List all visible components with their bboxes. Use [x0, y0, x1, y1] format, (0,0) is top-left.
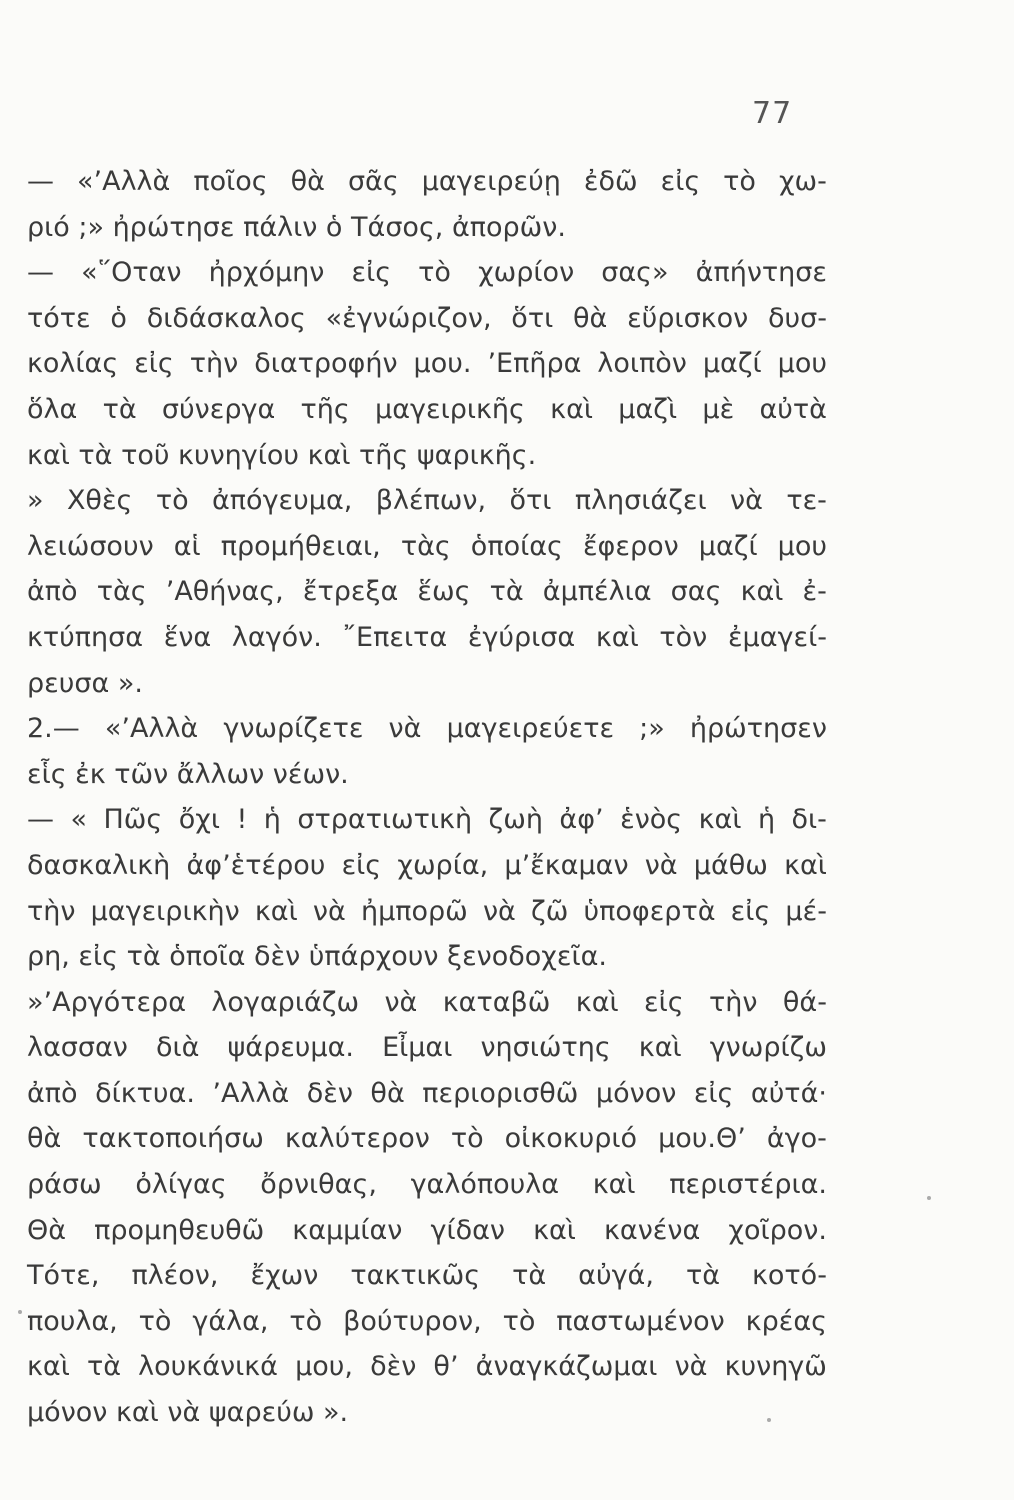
word: προμηθευθῶ: [94, 1214, 265, 1246]
word: δασκαλικὴ: [27, 849, 171, 881]
word: θὰ: [370, 1077, 405, 1109]
text-line: [27, 478, 827, 524]
word: ἀναγκάζωμαι: [475, 1351, 658, 1383]
word: νὰ: [674, 1351, 708, 1383]
word: γίδαν: [430, 1214, 505, 1246]
word: ποῖος: [193, 166, 268, 197]
word: αὐτά·: [750, 1077, 827, 1109]
word: ἠρχόμην: [208, 257, 325, 289]
word: ὄχι: [178, 804, 220, 836]
word: τὸ: [289, 1305, 323, 1337]
word: μέ-: [785, 895, 827, 927]
word: τακτικῶς: [350, 1260, 481, 1292]
word: μ’ἔκαμαν: [504, 849, 629, 881]
text-line: [27, 1025, 827, 1071]
text-line: [27, 387, 827, 433]
word: χω-: [778, 166, 827, 197]
word: κρέας: [745, 1305, 827, 1337]
word: λειώσουν: [27, 530, 154, 562]
word: αὐτὰ: [759, 393, 827, 425]
word: «ἐγνώριζον,: [325, 302, 492, 334]
word: μου: [777, 530, 827, 562]
word: ἀπὸ: [27, 576, 78, 608]
word: εἰς: [351, 257, 392, 289]
word: ’Αθήνας,: [165, 576, 284, 608]
word: σας»: [601, 257, 669, 289]
word: ἀπόγευμα,: [212, 485, 353, 517]
word: δι-: [791, 804, 827, 836]
word: ψάρευμα.: [227, 1032, 354, 1064]
word: —: [27, 257, 54, 289]
text-line: [27, 569, 827, 615]
word: καὶ: [533, 1214, 576, 1246]
word: ὅλα: [27, 393, 78, 425]
paper-speck: [18, 1310, 22, 1314]
word: «’Αλλὰ: [104, 713, 199, 745]
word: ζωὴ: [488, 804, 543, 836]
word: εἰς: [341, 849, 382, 881]
word: βούτυρον,: [343, 1305, 482, 1337]
word: ῎Επειτα: [342, 621, 448, 653]
word: κοτό-: [752, 1260, 827, 1292]
text-line: [27, 752, 827, 798]
word: Θὰ: [27, 1214, 67, 1246]
word: χωρίον: [478, 257, 575, 289]
word: εἰς: [134, 348, 174, 380]
text-line: [27, 1208, 827, 1254]
word: ἡ: [757, 804, 776, 836]
word: μου.Θ’: [658, 1123, 746, 1155]
word: καὶ: [740, 576, 784, 608]
word: γαλόπουλα: [410, 1169, 560, 1201]
word: ἠρώτησεν: [689, 713, 827, 745]
text-line: [27, 159, 827, 205]
word: τε-: [786, 485, 827, 517]
word: αὐγά,: [578, 1260, 654, 1292]
word: τὴν: [27, 895, 76, 927]
text-line-content: εἷς ἐκ τῶν ἄλλων νέων.: [27, 758, 349, 790]
word: ἕνα: [163, 621, 212, 653]
word: ἐγύρισα: [467, 621, 576, 653]
word: νὰ: [482, 895, 516, 927]
word: ἑνὸς: [620, 804, 683, 836]
word: μαγειρεύετε: [446, 713, 615, 745]
text-line-content: καὶ τὰ τοῦ κυνηγίου καὶ τῆς ψαρικῆς.: [27, 439, 537, 471]
word: τὴν: [189, 348, 239, 380]
word: σας: [670, 576, 722, 608]
word: τὰ: [86, 1351, 122, 1383]
word: τὸ: [450, 1123, 484, 1155]
word: πλέον,: [131, 1260, 219, 1292]
word: χωρία,: [397, 849, 489, 881]
paper-speck: [767, 1418, 771, 1422]
text-line: [27, 843, 827, 889]
word: τὸ: [155, 485, 189, 517]
word: νὰ: [730, 485, 763, 517]
word: τότε: [27, 302, 91, 334]
word: Χθὲς: [66, 485, 133, 517]
word: —: [27, 804, 54, 836]
word: λουκάνικά: [138, 1351, 278, 1383]
text-line: [27, 889, 827, 935]
word: μου: [777, 348, 827, 380]
text-line: [27, 341, 827, 387]
word: τὴν: [709, 986, 758, 1018]
word: καὶ: [638, 1032, 682, 1064]
word: μαγειρεύῃ: [421, 166, 561, 197]
word: ζῶ: [531, 895, 569, 927]
word: καὶ: [575, 986, 619, 1018]
word: καλύτερον: [284, 1123, 430, 1155]
word: ὅτι: [511, 302, 554, 334]
word: γνωρίζετε: [223, 713, 364, 745]
text-line: [27, 934, 827, 980]
word: ἠμπορῶ: [360, 895, 468, 927]
word: Εἶμαι: [382, 1032, 453, 1064]
text-line: [27, 661, 827, 707]
text-line-content: ριό ;» ἠρώτησε πάλιν ὁ Τάσος, ἀπορῶν.: [27, 211, 566, 243]
text-line-content: ρη, εἰς τὰ ὁποῖα δὲν ὑπάρχουν ξενοδοχεῖα.: [27, 941, 608, 973]
word: «῞Οταν: [81, 257, 182, 289]
text-line: [27, 524, 827, 570]
text-line-content: μόνον καὶ νὰ ψαρεύω ».: [27, 1397, 349, 1429]
word: μου.: [413, 348, 472, 380]
word: δὲν: [370, 1351, 417, 1383]
word: τὰ: [489, 576, 524, 608]
text-line-content: ρευσα ».: [27, 667, 143, 699]
word: ἡ: [263, 804, 281, 836]
word: μαγειρικῆς: [375, 393, 525, 425]
text-line: [27, 1299, 827, 1345]
word: διὰ: [155, 1032, 200, 1064]
word: θά-: [782, 986, 827, 1018]
word: Πῶς: [103, 804, 163, 836]
word: γνωρίζω: [709, 1032, 827, 1064]
word: εἰς: [660, 166, 701, 197]
word: νὰ: [644, 849, 678, 881]
text-line: [27, 1253, 827, 1299]
word: καταβῶ: [442, 986, 551, 1018]
word: μαζί: [702, 348, 762, 380]
word: ἔτρεξα: [302, 576, 399, 608]
word: μαζὶ: [618, 393, 678, 425]
word: θὰ: [572, 302, 608, 334]
word: λοιπὸν: [597, 348, 687, 380]
word: καὶ: [254, 895, 298, 927]
word: !: [236, 804, 248, 836]
word: ἀφ’: [559, 804, 604, 836]
word: εἰς: [693, 1077, 734, 1109]
word: οἰκοκυριό: [504, 1123, 638, 1155]
word: σύνεργα: [161, 393, 276, 425]
word: θὰ: [290, 166, 325, 197]
word: καὶ: [27, 1351, 70, 1383]
page-number: 77: [752, 96, 793, 131]
word: θὰ: [27, 1123, 62, 1155]
word: περιορισθῶ: [422, 1077, 579, 1109]
text-line: [27, 797, 827, 843]
text-line: [27, 433, 827, 479]
word: θ’: [433, 1351, 459, 1383]
word: ἐ-: [802, 576, 827, 608]
word: κυνηγῶ: [724, 1351, 827, 1383]
word: ὁποίας: [470, 530, 563, 562]
word: τὰς: [96, 576, 147, 608]
word: περιστέρια.: [669, 1169, 827, 1201]
word: μαζί: [698, 530, 758, 562]
word: κτύπησα: [27, 621, 144, 653]
word: καμμίαν: [292, 1214, 403, 1246]
word: ἐμαγεί-: [727, 621, 827, 653]
word: ἕως: [417, 576, 471, 608]
word: ἔχων: [250, 1260, 319, 1292]
text-line: [27, 1344, 827, 1390]
word: παστωμένον: [556, 1305, 725, 1337]
word: ἀφ’ἑτέρου: [186, 849, 326, 881]
word: Τότε,: [27, 1260, 100, 1292]
word: ;»: [639, 713, 665, 745]
word: εἰς: [730, 895, 771, 927]
text-line: [27, 706, 827, 752]
word: τὸν: [659, 621, 708, 653]
word: πουλα,: [27, 1305, 118, 1337]
word: νησιώτης: [480, 1032, 611, 1064]
word: ἀμπέλια: [542, 576, 652, 608]
word: τὰ: [102, 393, 137, 425]
text-line: [27, 296, 827, 342]
word: μου,: [295, 1351, 353, 1383]
word: μὲ: [702, 393, 735, 425]
word: ράσω: [27, 1169, 102, 1201]
word: τὰ: [512, 1260, 547, 1292]
word: μόνον: [595, 1077, 677, 1109]
word: προμήθειαι,: [220, 530, 381, 562]
word: σᾶς: [347, 166, 399, 197]
word: δυσ-: [767, 302, 827, 334]
word: τῆς: [300, 393, 350, 425]
word: ἐδῶ: [583, 166, 638, 197]
word: νὰ: [384, 986, 418, 1018]
word: ἀπήντησε: [695, 257, 827, 289]
paper-speck: [927, 1196, 931, 1200]
word: καὶ: [550, 393, 594, 425]
word: κανένα: [604, 1214, 701, 1246]
word: βλέπων,: [375, 485, 487, 517]
word: μάθω: [693, 849, 768, 881]
word: δίκτυα.: [95, 1077, 195, 1109]
word: στρατιωτικὴ: [297, 804, 473, 836]
word: ἀπὸ: [27, 1077, 78, 1109]
word: γάλα,: [192, 1305, 269, 1337]
word: »: [27, 485, 44, 517]
text-line: [27, 1071, 827, 1117]
word: καὶ: [595, 621, 639, 653]
word: νὰ: [388, 713, 422, 745]
word: ἔφερον: [582, 530, 679, 562]
text-line: [27, 1162, 827, 1208]
word: εἰς: [644, 986, 684, 1018]
text-line: [27, 205, 827, 251]
word: τὸ: [502, 1305, 536, 1337]
word: νὰ: [312, 895, 346, 927]
word: ὄρνιθας,: [260, 1169, 377, 1201]
text-line: [27, 980, 827, 1026]
word: λογαριάζω: [211, 986, 360, 1018]
word: λαγόν.: [231, 621, 322, 653]
word: καὶ: [784, 849, 827, 881]
word: τὸ: [138, 1305, 172, 1337]
word: 2.—: [27, 713, 80, 745]
word: τὰ: [685, 1260, 720, 1292]
word: «’Αλλὰ: [77, 166, 171, 197]
word: »’Αργότερα: [27, 986, 186, 1018]
text-line: [27, 615, 827, 661]
word: τὰς: [400, 530, 451, 562]
word: τακτοποιήσω: [82, 1123, 264, 1155]
word: ὁ: [110, 302, 127, 334]
word: «: [70, 804, 87, 836]
word: τὸ: [418, 257, 451, 289]
text-line: [27, 1390, 827, 1436]
word: διδάσκαλος: [146, 302, 306, 334]
word: διατροφήν: [254, 348, 398, 380]
word: καὶ: [698, 804, 742, 836]
word: κολίας: [27, 348, 119, 380]
word: μαγειρικὴν: [90, 895, 240, 927]
word: ’Αλλὰ: [212, 1077, 290, 1109]
word: λασσαν: [27, 1032, 128, 1064]
word: εὕρισκον: [627, 302, 749, 334]
body-text: [27, 159, 827, 1436]
word: τὸ: [723, 166, 756, 197]
word: χοῖρον.: [728, 1214, 827, 1246]
text-line: [27, 250, 827, 296]
word: ὀλίγας: [135, 1169, 227, 1201]
word: αἱ: [173, 530, 201, 562]
word: ’Επῆρα: [487, 348, 582, 380]
word: ἀγο-: [766, 1123, 827, 1155]
word: ὅτι: [509, 485, 552, 517]
word: πλησιάζει: [574, 485, 707, 517]
word: —: [27, 166, 54, 197]
word: καὶ: [592, 1169, 636, 1201]
word: ὑποφερτὰ: [583, 895, 716, 927]
text-line: [27, 1116, 827, 1162]
word: δὲν: [306, 1077, 353, 1109]
